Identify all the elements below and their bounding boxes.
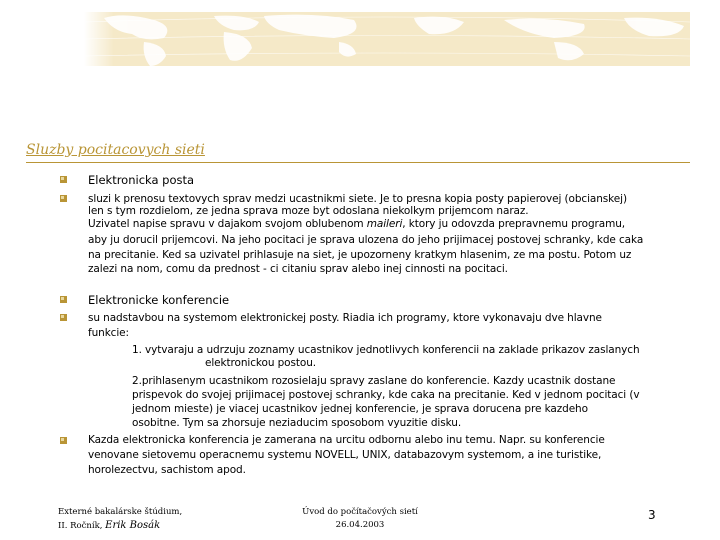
- list-item-line: osobitne. Tym sa zhorsuje neziaducim sposobom vyuzitie disku.: [132, 417, 462, 429]
- world-map-graphic: [84, 12, 690, 66]
- footer-year: II. Ročník,: [58, 521, 106, 531]
- bullet-icon: [60, 314, 67, 321]
- paragraph-line: na precitanie. Ked sa uzivatel prihlasuje na siet, je upozorneny kratkym hlasenim, ze ma postu. Potom uz: [88, 249, 632, 261]
- paragraph-line: aby ju dorucil prijemcovi. Na jeho pocitaci je sprava ulozena do jeho prijimacej postovej schranky, kde caka: [88, 234, 644, 246]
- footer-date: 26.04.2003: [335, 520, 385, 530]
- footer-year-line: [58, 519, 182, 533]
- paragraph-text: Uzivatel napise spravu v dajakom svojom oblubenom: [88, 218, 367, 230]
- italic-word: maileri: [366, 218, 403, 230]
- footer-left: [58, 506, 182, 533]
- paragraph-line: sluzi k prenosu textovych sprav medzi ucastnikmi siete. Je to presna kopia posty papierovej (obcianskej): [88, 193, 627, 205]
- paragraph-line: len s tym rozdielom, ze jedna sprava moze byt odoslana niekolkym prijemcom naraz.: [88, 205, 529, 217]
- slide-title[interactable]: Sluzby pocitacovych sieti: [26, 142, 205, 158]
- bullet-icon: [60, 296, 67, 303]
- footer-center: [300, 506, 420, 532]
- footer-study: Externé bakalárske štúdium,: [58, 507, 183, 517]
- list-item-line: prispevok do svojej prijimacej postovej schranky, kde caka na precitanie. Ked v jednom pocitaci (v: [132, 389, 640, 401]
- paragraph-text: , ktory ju odovzda prepravnemu programu,: [402, 218, 626, 230]
- bullet-icon: [60, 176, 67, 183]
- section-heading-email: Elektronicka posta: [88, 173, 195, 187]
- list-item-line: jednom mieste) je viacej ucastnikov jednej konferencie, je sprava dorucena pre kazdeho: [132, 403, 588, 415]
- bullet-icon: [60, 437, 67, 444]
- paragraph-line: funkcie:: [88, 327, 129, 339]
- footer-author: Erik Bosák: [105, 520, 161, 531]
- section-heading-conferences: Elektronicke konferencie: [88, 293, 230, 307]
- footer-course: Úvod do počítačových sietí: [302, 507, 418, 517]
- header-banner: [84, 12, 690, 66]
- bullet-icon: [60, 195, 67, 202]
- paragraph-line: [88, 218, 625, 230]
- list-item-line: 1. vytvaraju a udrzuju zoznamy ucastnikov jednotlivych konferencii na zaklade prikazov zaslanych: [132, 344, 640, 356]
- page-number: 3: [648, 508, 656, 522]
- list-item-line: elektronickou postou.: [205, 357, 317, 369]
- list-item-line: 2.prihlasenym ucastnikom rozosielaju spravy zaslane do konferencie. Kazdy ucastnik dostane: [132, 375, 616, 387]
- paragraph-line: venovane sietovemu operacnemu systemu NOVELL, UNIX, databazovym systemom, a ine turistike,: [88, 449, 602, 461]
- paragraph-line: horolezectvu, sachistom apod.: [88, 464, 246, 476]
- paragraph-line: Kazda elektronicka konferencia je zamerana na urcitu odbornu alebo inu temu. Napr. su konferencie: [88, 434, 605, 446]
- paragraph-line: zalezi na nom, comu da prednost - ci citaniu sprav alebo inej cinnosti na pocitaci.: [88, 263, 508, 275]
- title-divider: [26, 162, 690, 163]
- paragraph-line: su nadstavbou na systemom elektronickej posty. Riadia ich programy, ktore vykonavaju dve hlavne: [88, 312, 602, 324]
